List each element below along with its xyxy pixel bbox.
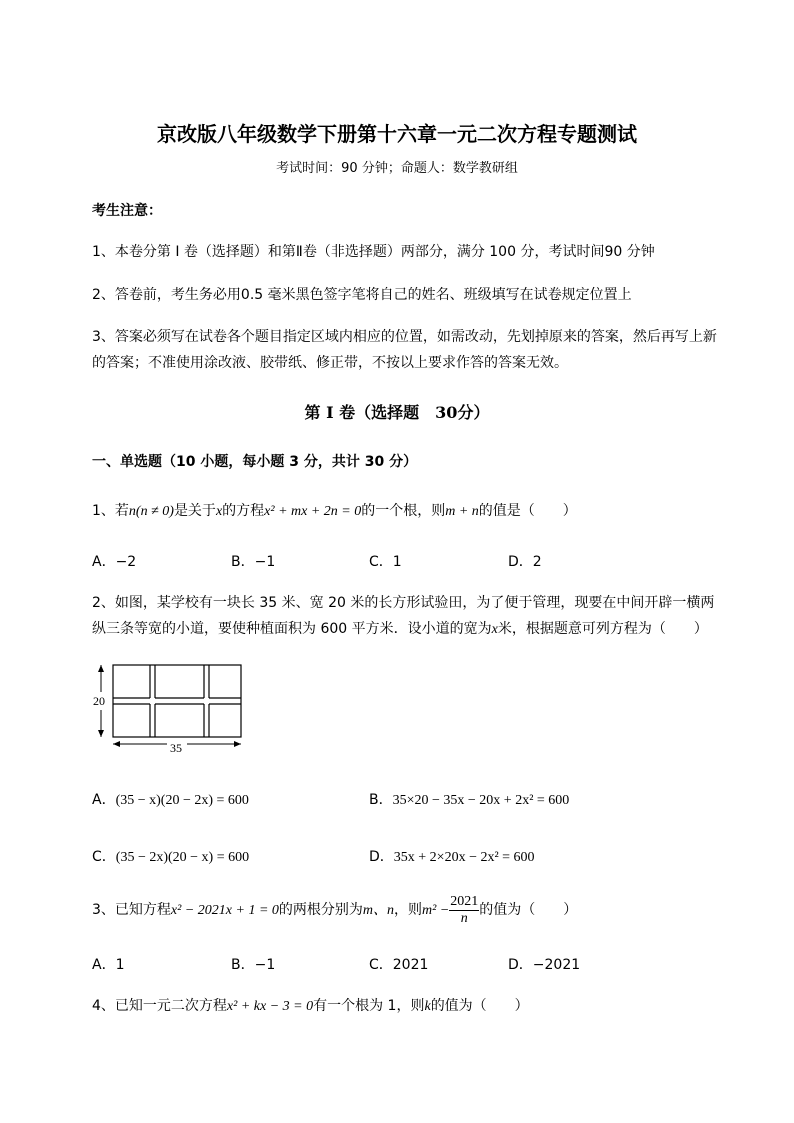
q1-condition: n(n ≠ 0) bbox=[128, 504, 174, 519]
question-4 bbox=[92, 995, 529, 1015]
q2-option-a[interactable] bbox=[92, 789, 249, 809]
notice-item-2: 2、答卷前，考生务必用0.5 毫米黑色签字笔将自己的姓名、班级填写在试卷规定位置上 bbox=[92, 287, 632, 303]
q1-mid2: 的方程 bbox=[222, 503, 265, 519]
question-1 bbox=[92, 500, 577, 520]
question-2-line-1: 2、如图，某学校有一块长 35 米、宽 20 米的长方形试验田，为了便于管理，现要在中间开辟一横两 bbox=[92, 595, 715, 611]
q3-fraction-numerator: 2021 bbox=[450, 893, 479, 909]
document-subtitle: 考试时间：90 分钟；命题人：数学教研组 bbox=[276, 161, 518, 176]
q4-equation: x² + kx − 3 = 0 bbox=[226, 999, 314, 1014]
field-outline bbox=[113, 665, 241, 737]
q1-mid3: 的一个根，则 bbox=[361, 503, 446, 519]
q3-equation: x² − 2021x + 1 = 0 bbox=[170, 903, 279, 918]
notice-item-3: 3、答案必须写在试卷各个题目指定区域内相应的位置，如需改动，先划掉原来的答案，然后再写上新 bbox=[92, 329, 717, 345]
field-diagram bbox=[92, 660, 252, 756]
q2-option-d-letter: D． bbox=[369, 849, 394, 865]
notice-item-1: 1、本卷分第 I 卷（选择题）和第Ⅱ卷（非选择题）两部分，满分 100 分，考试时间90 分钟 bbox=[92, 244, 655, 260]
q2-option-a-expr: (35 − x)(20 − 2x) = 600 bbox=[115, 793, 249, 808]
q2-option-a-letter: A． bbox=[92, 792, 116, 808]
q3-option-a[interactable]: A．1 bbox=[92, 957, 125, 973]
width-arrowhead-left bbox=[113, 741, 120, 747]
width-arrowhead-right bbox=[234, 741, 241, 747]
q2-line2-b: 米，根据题意可列方程为（ ） bbox=[497, 621, 708, 637]
field-plots bbox=[113, 665, 241, 737]
height-arrowhead-bottom bbox=[98, 730, 104, 737]
q1-var: x bbox=[215, 504, 223, 519]
q3-roots: m、n bbox=[362, 903, 395, 918]
q4-mid: 有一个根为 1，则 bbox=[313, 998, 425, 1014]
document-title: 京改版八年级数学下册第十六章一元二次方程专题测试 bbox=[157, 122, 637, 146]
q3-option-b[interactable]: B．−1 bbox=[231, 957, 276, 973]
q3-fraction bbox=[449, 894, 479, 927]
q3-suffix: 的值为（ ） bbox=[479, 902, 578, 918]
notice-item-3-cont: 的答案；不准使用涂改液、胶带纸、修正带，不按以上要求作答的答案无效。 bbox=[92, 355, 568, 371]
height-label: 20 bbox=[93, 694, 105, 708]
q1-option-b[interactable]: B．−1 bbox=[231, 554, 276, 570]
q2-option-b-expr: 35×20 − 35x − 20x + 2x² = 600 bbox=[392, 793, 570, 808]
q1-prefix: 1、若 bbox=[92, 503, 129, 519]
q1-expression: m + n bbox=[445, 504, 479, 519]
part-heading: 一、单选题（10 小题，每小题 3 分，共计 30 分） bbox=[92, 454, 418, 470]
height-arrowhead-top bbox=[98, 665, 104, 672]
question-2-line-2 bbox=[92, 618, 708, 638]
q2-option-d-expr: 35x + 2×20x − 2x² = 600 bbox=[393, 850, 535, 865]
q1-option-a[interactable]: A．−2 bbox=[92, 554, 137, 570]
q1-option-c[interactable]: C．1 bbox=[369, 554, 402, 570]
q2-var: x bbox=[491, 622, 498, 637]
q1-suffix: 的值是（ ） bbox=[478, 503, 577, 519]
q3-prefix: 3、已知方程 bbox=[92, 902, 171, 918]
q4-prefix: 4、已知一元二次方程 bbox=[92, 998, 227, 1014]
q2-option-b[interactable] bbox=[369, 789, 569, 809]
q2-option-c[interactable] bbox=[92, 846, 249, 866]
q1-option-d[interactable]: D．2 bbox=[508, 554, 542, 570]
q3-expr: m² − bbox=[422, 903, 450, 918]
q2-option-c-letter: C． bbox=[92, 849, 116, 865]
q3-option-c[interactable]: C．2021 bbox=[369, 957, 429, 973]
q1-mid1: 是关于 bbox=[173, 503, 216, 519]
q3-mid2: ，则 bbox=[394, 902, 423, 918]
q4-var: k bbox=[424, 999, 431, 1014]
q3-mid: 的两根分别为 bbox=[278, 902, 363, 918]
q3-option-d[interactable]: D．−2021 bbox=[508, 957, 581, 973]
section-title: 第 I 卷（选择题 30分） bbox=[304, 403, 490, 422]
q1-equation: x² + mx + 2n = 0 bbox=[264, 504, 362, 519]
q2-option-c-expr: (35 − 2x)(20 − x) = 600 bbox=[115, 850, 250, 865]
q2-option-d[interactable] bbox=[369, 846, 535, 866]
width-label: 35 bbox=[170, 741, 182, 755]
q2-line2-a: 纵三条等宽的小道，要使种植面积为 600 平方米．设小道的宽为 bbox=[92, 621, 492, 637]
notice-heading: 考生注意： bbox=[92, 203, 162, 219]
q3-fraction-denominator: n bbox=[460, 910, 468, 926]
q4-suffix: 的值为（ ） bbox=[430, 998, 529, 1014]
q2-option-b-letter: B． bbox=[369, 792, 393, 808]
question-3 bbox=[92, 893, 577, 928]
